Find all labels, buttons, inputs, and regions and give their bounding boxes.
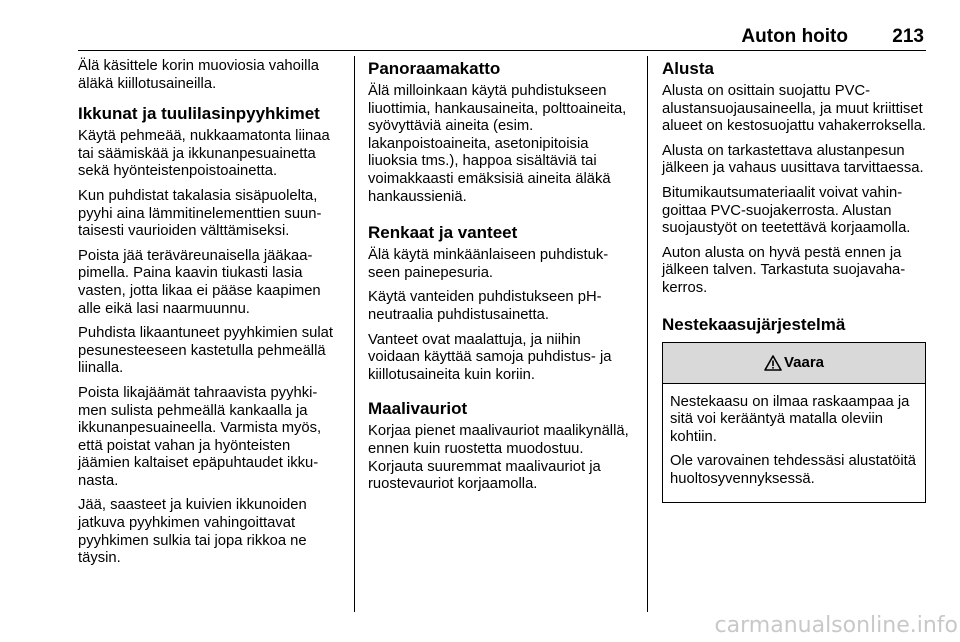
paragraph: Älä milloinkaan käytä puhdistukseen liuottimia, hankausaineita, polttoaineita, syövyttäviä aineita (esim. lakanpoistoaineita, asetonipitoisia liuoksia tms.), happoa sisältäviä tai voimakkaasti emäksisiä aineita äläkä hankaussieniä. (368, 83, 627, 205)
paragraph: Poista likajäämät tahraavista pyyhkimen sulista pehmeällä kankaalla ja ikkunanpesuaineella. Varmista myös, että poistat vahan ja hyönteisten jäämien kaltaiset epäpuhtaudet ikkunasta. (78, 384, 322, 489)
paragraph: Bitumikautsumateriaalit voivat vahingoittaa PVC-suojakerrosta. Alustan suojaustyöt on teetettävä korjaamolla. (662, 184, 911, 237)
paragraph: Kun puhdistat takalasia sisäpuolelta, pyyhi aina lämmitinelementtien suuntaisesti vaurioiden välttämiseksi. (78, 187, 322, 240)
paragraph: Jää, saasteet ja kuivien ikkunoiden jatkuva pyyhkimen vahingoittavat pyyhkimen sulkia tai jopa rikkoa ne täysin. (78, 497, 307, 567)
intro-paragraph: Älä käsittele korin muoviosia vahoilla äläkä kiillotusaineilla. (78, 58, 319, 92)
chapter-title: Auton hoito (741, 26, 848, 47)
column-divider (354, 56, 355, 612)
paragraph: Vanteet ovat maalattuja, ja niihin voidaan käyttää samoja puhdistus- ja kiillotusaineita kuin koriin. (368, 331, 612, 383)
paragraph: Poista jää teräväreunaisella jääkaapimella. Paina kaavin tiukasti lasia vasten, jotta likaa ei pääse kaapimen alle eikä lasi naarmuunnu. (78, 247, 321, 317)
paragraph: Käytä pehmeää, nukkaamatonta liinaa tai säämiskää ja ikkunanpesuainetta sekä hyönteistenpoistoainetta. (78, 128, 330, 180)
warning-header (663, 343, 925, 384)
section-heading-panoramic-roof: Panoraamakatto (368, 59, 501, 78)
column-1 (78, 58, 340, 612)
section-heading-paint-damage: Maalivauriot (368, 399, 468, 419)
paragraph: Puhdista likaantuneet pyyhkimien sulat pesunesteeseen kastetulla pehmeällä liinalla. (78, 325, 333, 377)
warning-box (662, 342, 926, 503)
column-3 (662, 58, 928, 612)
warning-body (663, 384, 925, 502)
paragraph: Korjaa pienet maalivauriot maalikynällä, ennen kuin ruostetta muodostuu. Korjauta suuremmat maalivauriot ja ruostevauriot korjaamolla. (368, 423, 629, 493)
paragraph: Alusta on osittain suojattu PVC-alustansuojausaineella, ja muut kriittiset alueet on kestosuojattu vahakerroksella. (662, 83, 927, 135)
page-header (78, 24, 926, 51)
paragraph: Käytä vanteiden puhdistukseen pH-neutraalia puhdistusainetta. (368, 289, 602, 323)
warning-paragraph: Ole varovainen tehdessäsi alustatöitä huoltosyvennyksessä. (670, 453, 916, 487)
section-heading-tyres-wheels: Renkaat ja vanteet (368, 223, 518, 243)
column-2 (368, 58, 632, 612)
paragraph: Auton alusta on hyvä pestä ennen ja jälkeen talven. Tarkastuta suojavahakerros. (662, 244, 906, 296)
watermark: carmanualsonline.info (714, 613, 958, 638)
warning-triangle-icon (764, 355, 782, 371)
section-heading-lpg-system: Nestekaasujärjestelmä (662, 314, 846, 334)
warning-label: Vaara (783, 353, 825, 371)
paragraph: Alusta on tarkastettava alustanpesun jälkeen ja vahaus uusittava tarvittaessa. (662, 142, 924, 177)
column-divider (647, 56, 648, 612)
page-number: 213 (892, 26, 924, 47)
paragraph: Älä käytä minkäänlaiseen puhdistukseen painepesuria. (368, 247, 609, 281)
section-heading-underbody: Alusta (662, 59, 714, 78)
section-heading-windows: Ikkunat ja tuulilasinpyyhkimet (78, 104, 320, 124)
warning-paragraph: Nestekaasu on ilmaa raskaampaa ja sitä voi kerääntyä matalla oleviin kohtiin. (670, 393, 910, 445)
